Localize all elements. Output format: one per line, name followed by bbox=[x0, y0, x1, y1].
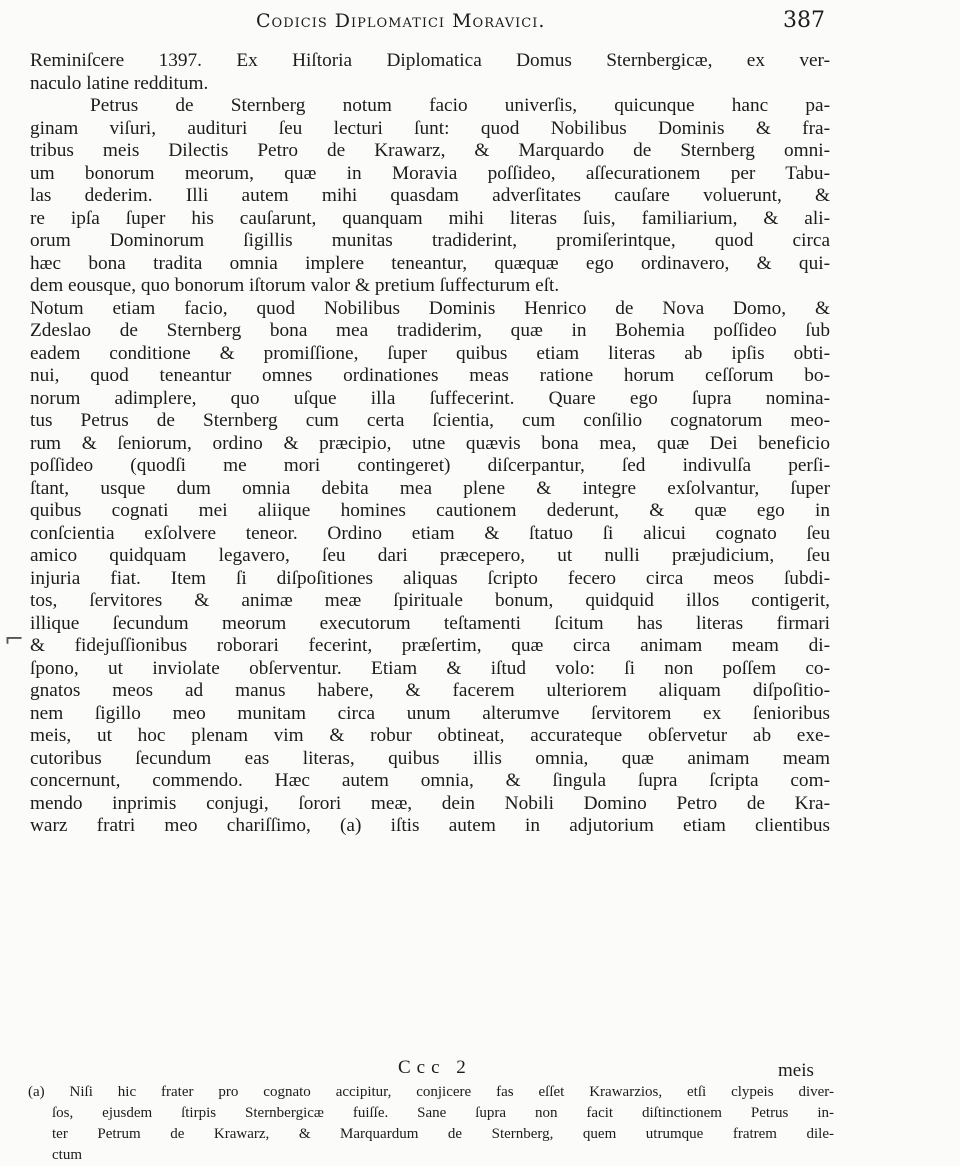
text-line: dem eousque, quo bonorum iſtorum valor & pretium ſuffecturum eſt. bbox=[30, 275, 560, 296]
footnote bbox=[28, 1082, 834, 1166]
text-line: warz fratri meo chariſſimo, (a) iſtis autem in adjutorium etiam clientibus bbox=[30, 815, 830, 836]
text-line: Reminiſcere 1397. Ex Hiſtoria Diplomatica Domus Sternbergicæ, ex ver- bbox=[30, 50, 830, 71]
page-number: 387 bbox=[783, 8, 825, 33]
text-line: ſpono, ut inviolate obſerventur. Etiam & iſtud volo: ſi non poſſem co- bbox=[30, 657, 830, 679]
footnote-line: ter Petrum de Krawarz, & Marquardum de Sternberg, quem utrumque fratrem dile- bbox=[52, 1126, 834, 1142]
text-line: naculo latine redditum. bbox=[30, 72, 209, 94]
text-line: tus Petrus de Sternberg cum certa ſcientia, cum conſilio cognatorum meo- bbox=[30, 410, 830, 431]
text-line: poſſideo (quodſi me mori contingeret) diſcerpantur, ſed indivulſa perſi- bbox=[30, 455, 830, 476]
text-line: mendo inprimis conjugi, ſorori meæ, dein Nobili Domino Petro de Kra- bbox=[30, 792, 830, 814]
text-line: orum Dominorum ſigillis munitas tradiderint, promiſerintque, quod circa bbox=[30, 230, 830, 251]
footnote-line: ctum bbox=[52, 1147, 82, 1163]
text-line: gnatos meos ad manus habere, & facerem ulteriorem aliquam diſpoſitio- bbox=[30, 680, 830, 701]
text-line: meis, ut hoc plenam vim & robur obtineat, accurateque obſervetur ab exe- bbox=[30, 725, 830, 746]
text-line: rum & ſeniorum, ordino & præcipio, utne quævis bona mea, quæ Dei beneficio bbox=[30, 432, 830, 454]
page-header bbox=[0, 10, 960, 40]
text-line: tos, ſervitores & animæ meæ ſpirituale bonum, quidquid illos contigerit, bbox=[30, 590, 830, 611]
text-line: re ipſa ſuper his cauſarunt, quanquam mihi literas ſuis, familiarium, & ali- bbox=[30, 207, 830, 229]
text-line: norum adimplere, quo uſque illa ſuffecerint. Quare ego ſupra nomina- bbox=[30, 387, 830, 409]
text-line: cutoribus ſecundum eas literas, quibus illis omnia, quæ animam meam bbox=[30, 747, 830, 769]
text-line: um bonorum meorum, quæ in Moravia poſſideo, aſſecurationem per Tabu- bbox=[30, 162, 830, 184]
text-line: illique ſecundum meorum executorum teſtamenti ſcitum has literas firmari bbox=[30, 612, 830, 634]
text-line: tribus meis Dilectis Petro de Krawarz, & Marquardo de Sternberg omni- bbox=[30, 140, 830, 161]
running-head: Codicis Diplomatici Moravici. bbox=[256, 10, 546, 32]
margin-bracket-mark: ⌐ bbox=[4, 625, 25, 653]
text-line: concernunt, commendo. Hæc autem omnia, & ſingula ſupra ſcripta com- bbox=[30, 770, 830, 791]
text-line: Zdeslao de Sternberg bona mea tradiderim, quæ in Bohemia poſſideo ſub bbox=[30, 320, 830, 341]
text-line: quibus cognati mei aliique homines cautionem dederunt, & quæ ego in bbox=[30, 500, 830, 521]
text-line: nem ſigillo meo munitam circa unum alterumve ſervitorem ex ſenioribus bbox=[30, 702, 830, 724]
text-line: & fidejuſſionibus roborari fecerint, præſertim, quæ circa animam meam di- bbox=[30, 635, 830, 656]
text-line: hæc bona tradita omnia implere teneantur, quæquæ ego ordinavero, & qui- bbox=[30, 252, 830, 274]
text-line: injuria fiat. Item ſi diſpoſitiones aliquas ſcripto fecero circa meos ſubdi- bbox=[30, 567, 830, 589]
signature-mark: Ccc 2 bbox=[398, 1057, 472, 1078]
body-text bbox=[30, 50, 830, 838]
catchword: meis bbox=[778, 1060, 814, 1081]
text-line: ſtant, usque dum omnia debita mea plene & integre exſolvantur, ſuper bbox=[30, 477, 830, 499]
text-line: Petrus de Sternberg notum facio univerſis, quicunque hanc pa- bbox=[90, 95, 830, 116]
footnote-line: (a) Niſi hic frater pro cognato accipitur, conjicere fas eſſet Krawarzios, etſi clypeis diver- bbox=[28, 1084, 834, 1100]
text-line: eadem conditione & promiſſione, ſuper quibus etiam literas ab ipſis obti- bbox=[30, 342, 830, 364]
text-line: conſcientia exſolvere teneor. Ordino etiam & ſtatuo ſi alicui cognato ſeu bbox=[30, 522, 830, 544]
text-line: Notum etiam facio, quod Nobilibus Dominis Henrico de Nova Domo, & bbox=[30, 297, 830, 319]
text-line: las dederim. Illi autem mihi quasdam adverſitates cauſare voluerunt, & bbox=[30, 185, 830, 206]
text-line: ginam viſuri, audituri ſeu lecturi ſunt: quod Nobilibus Dominis & fra- bbox=[30, 117, 830, 139]
text-line: amico quidquam legavero, ſeu dari præcepero, ut nulli præjudicium, ſeu bbox=[30, 545, 830, 566]
footnote-line: ſos, ejusdem ſtirpis Sternbergicæ fuiſſe. Sane ſupra non facit diſtinctionem Petrus in- bbox=[52, 1105, 834, 1121]
text-line: nui, quod teneantur omnes ordinationes meas ratione horum ceſſorum bo- bbox=[30, 365, 830, 386]
